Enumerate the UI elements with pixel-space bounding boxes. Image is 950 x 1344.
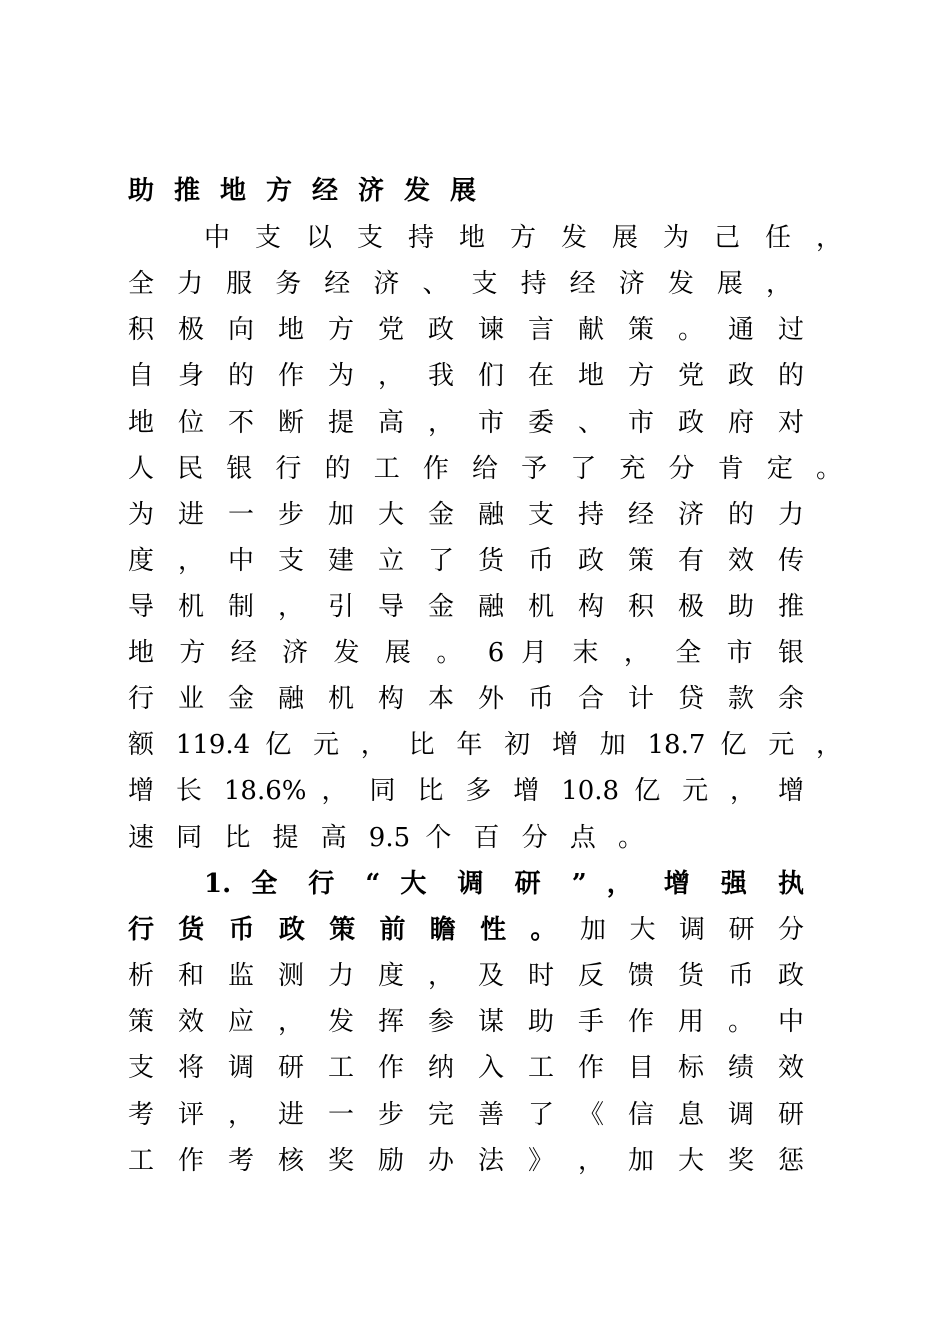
paragraph-line: 增 长 18.6% ， 同 比 多 增 10.8 亿 元 ， 增 — [128, 776, 804, 806]
paragraph-line: 自 身 的 作 为 ， 我 们 在 地 方 党 政 的 — [128, 361, 804, 391]
paragraph-line: 析 和 监 测 力 度 ， 及 时 反 馈 货 币 政 — [128, 961, 804, 991]
paragraph-line: 积 极 向 地 方 党 政 谏 言 献 策 。 通 过 — [128, 315, 804, 345]
paragraph-line: 地 位 不 断 提 高 ， 市 委 、 市 政 府 对 — [128, 408, 804, 438]
paragraph-line: 额 119.4 亿 元 ， 比 年 初 增 加 18.7 亿 元 ， — [128, 730, 842, 760]
paragraph-line: 导 机 制 ， 引 导 金 融 机 构 积 极 助 推 — [128, 592, 804, 622]
paragraph-line: 中 支 以 支 持 地 方 发 展 为 己 任 ， — [204, 223, 842, 253]
paragraph-line: 策 效 应 ， 发 挥 参 谋 助 手 作 用 。 中 — [128, 1007, 804, 1037]
paragraph-line: 考 评 ， 进 一 步 完 善 了 《 信 息 调 研 — [128, 1100, 804, 1130]
paragraph-line: 速 同 比 提 高 9.5 个 百 分 点 。 — [128, 823, 644, 853]
mixed-line — [128, 907, 804, 953]
paragraph-line: 为 进 一 步 加 大 金 融 支 持 经 济 的 力 — [128, 500, 804, 530]
paragraph-line: 人 民 银 行 的 工 作 给 予 了 充 分 肯 定 。 — [128, 454, 842, 484]
body-part: 加 大 调 研 分 — [579, 915, 804, 945]
paragraph-line: 度 ， 中 支 建 立 了 货 币 政 策 有 效 传 — [128, 546, 804, 576]
paragraph-line: 行 业 金 融 机 构 本 外 币 合 计 贷 款 余 — [128, 684, 804, 714]
bold-heading-part: 行 货 币 政 策 前 瞻 性 。 — [128, 915, 565, 945]
numbered-heading-line: 1. 全 行 “ 大 调 研 ” ， 增 强 执 — [204, 869, 804, 899]
section-heading: 助推地方经济发展 — [128, 176, 497, 206]
paragraph-line: 地 方 经 济 发 展 。 6 月 末 ， 全 市 银 — [128, 638, 804, 668]
paragraph-line: 工 作 考 核 奖 励 办 法 》 ， 加 大 奖 惩 — [128, 1146, 804, 1176]
paragraph-line: 支 将 调 研 工 作 纳 入 工 作 目 标 绩 效 — [128, 1053, 804, 1083]
paragraph-line: 全 力 服 务 经 济 、 支 持 经 济 发 展 ， — [128, 269, 792, 299]
